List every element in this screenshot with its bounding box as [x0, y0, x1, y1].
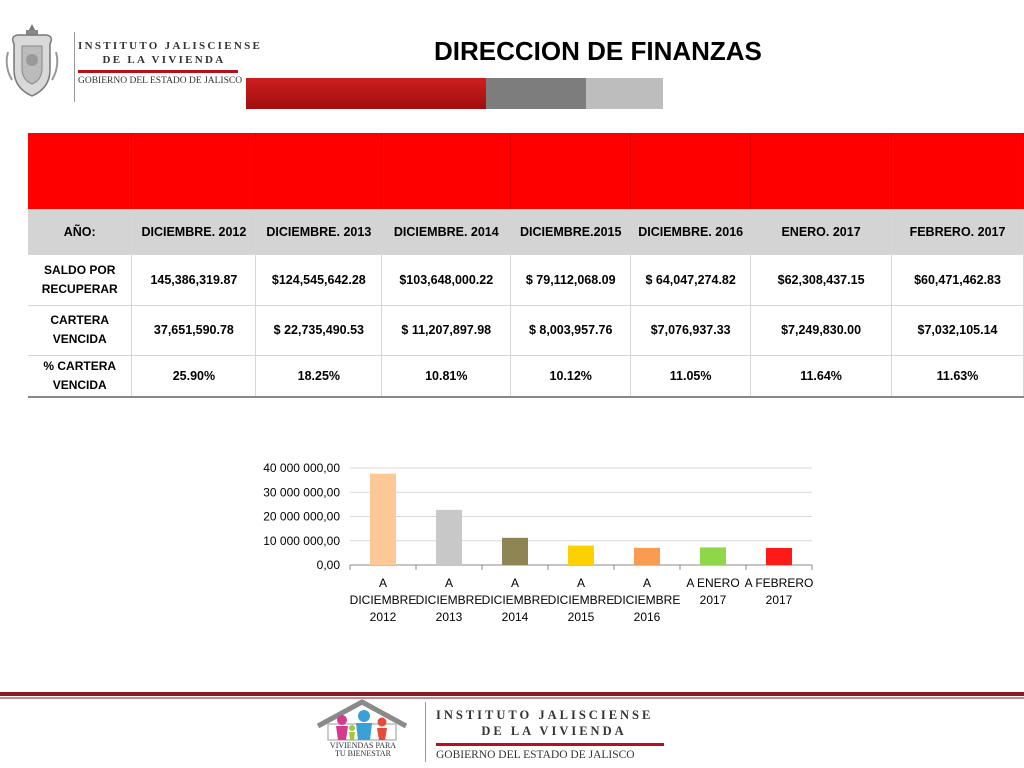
- header-dark-gray-band: [486, 78, 586, 109]
- footer-logo-caption-line2: TU BIENESTAR: [334, 749, 392, 758]
- x-tick-label: A: [576, 576, 586, 590]
- institute-logo-text: [78, 40, 263, 86]
- table-cell: $7,249,830.00: [751, 305, 892, 355]
- header-divider: [74, 32, 75, 102]
- x-tick-label: 2012: [369, 610, 397, 624]
- institute-name-line2: DE LA VIVIENDA: [102, 54, 226, 66]
- bar: [370, 474, 396, 565]
- footer-red-rule: [436, 743, 664, 746]
- header-red-band: [246, 78, 486, 109]
- x-tick-label: 2017: [699, 593, 727, 607]
- table-cell: $103,648,000.22: [382, 255, 511, 305]
- table-header-band: [28, 133, 1024, 209]
- year-header: FEBRERO. 2017: [892, 209, 1024, 255]
- government-name: GOBIERNO DEL ESTADO DE JALISCO: [78, 76, 243, 86]
- x-tick-label: DICIEMBRE: [349, 593, 417, 607]
- table-cell: $ 64,047,274.82: [631, 255, 751, 305]
- bar: [634, 548, 660, 565]
- page-title: DIRECCION DE FINANZAS: [434, 36, 762, 66]
- table-cell: $ 79,112,068.09: [511, 255, 631, 305]
- footer-logo-caption: [318, 742, 408, 758]
- table-cell: 145,386,319.87: [132, 255, 256, 305]
- x-tick-label: A: [642, 576, 652, 590]
- y-tick-label: 10 000 000,00: [263, 533, 340, 548]
- header-light-gray-band: [586, 78, 663, 109]
- footer-dark-rule: [0, 692, 1024, 696]
- table-cell: $7,032,105.14: [892, 305, 1024, 355]
- table-years-row: [28, 209, 1024, 255]
- x-tick-label: A FEBRERO: [744, 576, 814, 590]
- y-tick-label: 0,00: [316, 558, 340, 572]
- footer-institute-line2: DE LA VIVIENDA: [481, 724, 627, 738]
- table-cell: $7,076,937.33: [631, 305, 751, 355]
- table-cell: 11.05%: [631, 355, 751, 397]
- table-row-cartera: [28, 305, 1024, 355]
- institute-name-line1: INSTITUTO JALISCIENSE: [78, 40, 263, 52]
- bar: [700, 547, 726, 565]
- table-cell: 25.90%: [132, 355, 256, 397]
- table-cell: 37,651,590.78: [132, 305, 256, 355]
- year-header: DICIEMBRE. 2016: [631, 209, 751, 255]
- table-row-porcentaje: [28, 355, 1024, 397]
- footer-government-name: GOBIERNO DEL ESTADO DE JALISCO: [436, 749, 635, 761]
- footer-logo-caption-line1: VIVIENDAS PARA: [329, 741, 397, 750]
- year-header: DICIEMBRE.2015: [511, 209, 631, 255]
- x-tick-label: 2017: [765, 593, 793, 607]
- x-tick-label: DICIEMBRE: [481, 593, 549, 607]
- table-cell: $ 11,207,897.98: [382, 305, 511, 355]
- x-tick-label: A: [444, 576, 454, 590]
- institute-red-rule: [78, 70, 238, 73]
- year-header: DICIEMBRE. 2013: [256, 209, 382, 255]
- x-tick-label: DICIEMBRE: [415, 593, 483, 607]
- x-tick-label: 2016: [633, 610, 661, 624]
- year-header: DICIEMBRE. 2012: [132, 209, 256, 255]
- table-cell: $124,545,642.28: [256, 255, 382, 305]
- finance-table: [28, 133, 1024, 398]
- row-label: % CARTERA VENCIDA: [28, 355, 132, 397]
- x-tick-label: A: [510, 576, 520, 590]
- x-tick-label: DICIEMBRE: [613, 593, 681, 607]
- x-tick-label: A ENERO: [686, 576, 740, 590]
- table-cell: 11.63%: [892, 355, 1024, 397]
- x-tick-label: 2013: [435, 610, 463, 624]
- bar: [436, 510, 462, 565]
- x-tick-label: 2015: [567, 610, 595, 624]
- table-cell: 10.12%: [511, 355, 631, 397]
- table-cell: $ 8,003,957.76: [511, 305, 631, 355]
- table-cell: 10.81%: [382, 355, 511, 397]
- footer-light-rule: [0, 697, 1024, 699]
- year-label: AÑO:: [28, 209, 132, 255]
- bar: [766, 548, 792, 565]
- cartera-vencida-bar-chart: [250, 455, 820, 635]
- year-header: DICIEMBRE. 2014: [382, 209, 511, 255]
- row-label: SALDO POR RECUPERAR: [28, 255, 132, 305]
- table-cell: 11.64%: [751, 355, 892, 397]
- year-header: ENERO. 2017: [751, 209, 892, 255]
- x-tick-label: 2014: [501, 610, 529, 624]
- table-cell: $60,471,462.83: [892, 255, 1024, 305]
- row-label: CARTERA VENCIDA: [28, 305, 132, 355]
- y-tick-label: 30 000 000,00: [263, 485, 340, 500]
- footer-divider: [425, 702, 426, 762]
- table-cell: $ 22,735,490.53: [256, 305, 382, 355]
- y-tick-label: 20 000 000,00: [263, 509, 340, 524]
- footer-institute-text: [436, 708, 672, 761]
- table-cell: 18.25%: [256, 355, 382, 397]
- footer-institute-line1: INSTITUTO JALISCIENSE: [436, 708, 654, 722]
- table-row-saldo: [28, 255, 1024, 305]
- table-cell: $62,308,437.15: [751, 255, 892, 305]
- x-tick-label: A: [378, 576, 388, 590]
- bar: [568, 546, 594, 565]
- bar: [502, 538, 528, 565]
- y-tick-label: 40 000 000,00: [263, 461, 340, 475]
- x-tick-label: DICIEMBRE: [547, 593, 615, 607]
- jalisco-coat-of-arms-icon: [4, 22, 60, 102]
